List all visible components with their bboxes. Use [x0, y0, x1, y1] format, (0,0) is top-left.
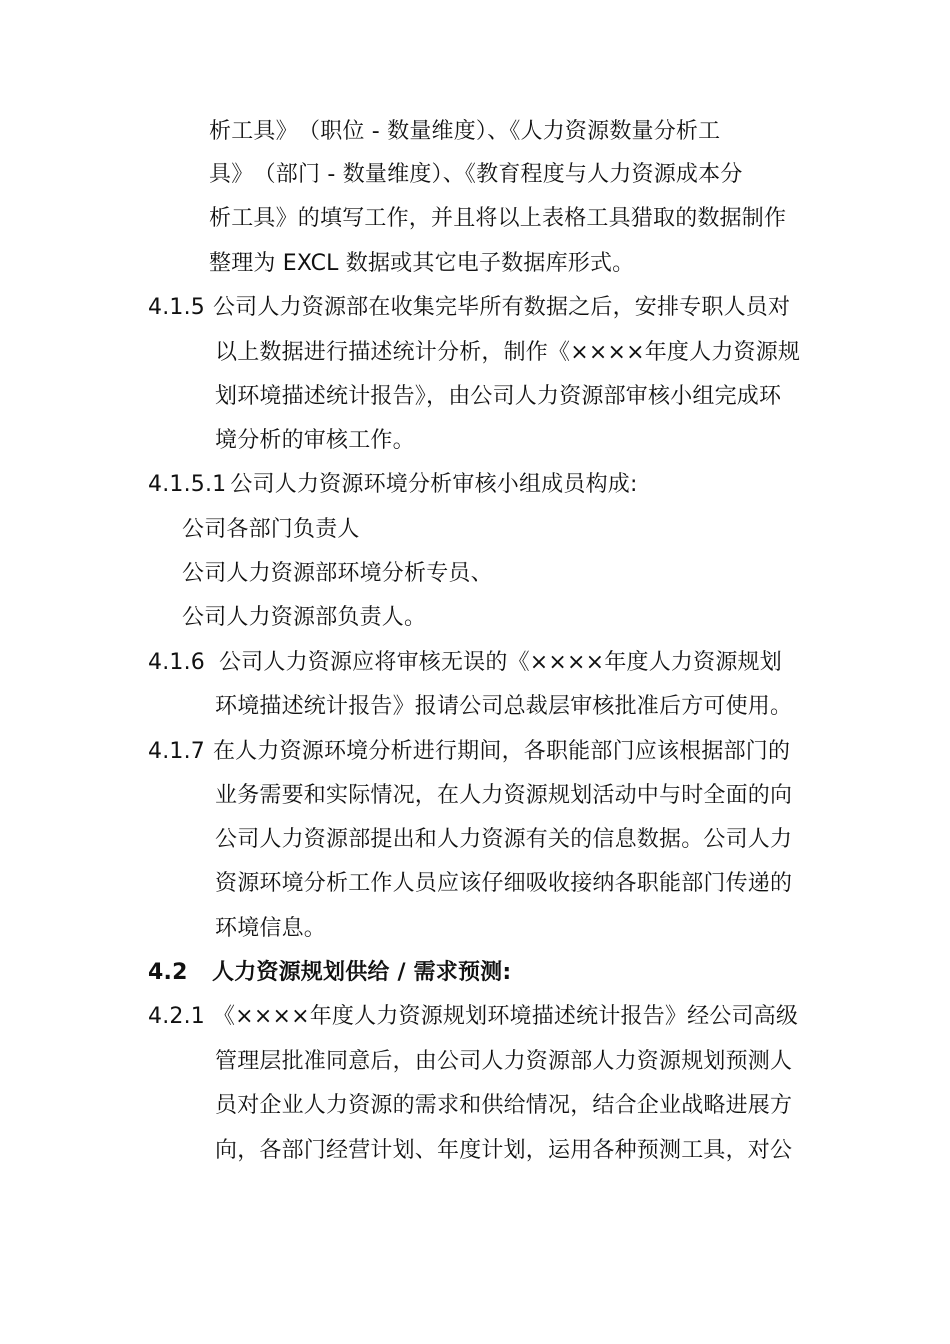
intro-line-3: 析工具》的填写工作，并且将以上表格工具猎取的数据制作	[209, 206, 787, 231]
section-text: 在人力资源环境分析进行期间，各职能部门应该根据部门的	[212, 739, 791, 764]
section-4-1-7-line-2: 业务需要和实际情况，在人力资源规划活动中与时全面的向	[215, 783, 793, 808]
section-4-1-5-1	[148, 470, 638, 500]
section-4-2-1-line-3: 员对企业人力资源的需求和供给情况，结合企业战略进展方	[215, 1093, 793, 1118]
section-4-1-7-line-3: 公司人力资源部提出和人力资源有关的信息数据。公司人力	[215, 827, 793, 852]
member-item: 公司人力资源部环境分析专员、	[182, 561, 493, 586]
intro-line-4: 整理为 EXCL 数据或其它电子数据库形式。	[209, 251, 635, 276]
section-4-2-1-first-line	[148, 1002, 798, 1032]
section-number: 4.1.7	[148, 739, 205, 764]
member-item: 公司各部门负责人	[182, 517, 360, 542]
section-4-1-5-line-3: 划环境描述统计报告》，由公司人力资源部审核小组完成环	[215, 384, 782, 409]
heading-title: 人力资源规划供给 / 需求预测:	[212, 960, 512, 985]
intro-line-2: 具》 （部门 - 数量维度）、《教育程度与人力资源成本分	[209, 162, 743, 187]
section-4-1-5-line-4: 境分析的审核工作。	[215, 428, 415, 453]
section-4-1-6-first-line	[148, 648, 782, 678]
intro-line-1: 析工具》 （职位 - 数量维度）、《人力资源数量分析工	[209, 119, 721, 144]
section-4-2-1-line-2: 管理层批准同意后，由公司人力资源部人力资源规划预测人	[215, 1049, 793, 1074]
section-4-1-5-line-2: 以上数据进行描述统计分析，制作《××××年度人力资源规	[215, 340, 801, 365]
section-4-1-7-line-5: 环境信息。	[215, 916, 327, 941]
section-4-2-1-line-4: 向，各部门经营计划、年度计划，运用各种预测工具，对公	[215, 1138, 793, 1163]
heading-number: 4.2	[148, 960, 188, 985]
section-text: 《××××年度人力资源规划环境描述统计报告》经公司高级	[212, 1004, 799, 1029]
section-text: 公司人力资源环境分析审核小组成员构成:	[230, 472, 638, 497]
section-number: 4.1.5	[148, 295, 205, 320]
section-heading-4-2	[148, 958, 511, 988]
section-text: 公司人力资源应将审核无误的《××××年度人力资源规划	[218, 650, 782, 675]
section-text: 公司人力资源部在收集完毕所有数据之后，安排专职人员对	[212, 295, 791, 320]
section-number: 4.1.5.1	[148, 472, 227, 497]
section-4-1-7-line-4: 资源环境分析工作人员应该仔细吸收接纳各职能部门传递的	[215, 871, 793, 896]
section-4-1-5-first-line	[148, 293, 790, 323]
section-4-1-6-line-2: 环境描述统计报告》报请公司总裁层审核批准后方可使用。	[215, 694, 793, 719]
section-4-1-7-first-line	[148, 737, 790, 767]
member-item: 公司人力资源部负责人。	[182, 605, 427, 630]
section-number: 4.2.1	[148, 1004, 205, 1029]
section-number: 4.1.6	[148, 650, 205, 675]
